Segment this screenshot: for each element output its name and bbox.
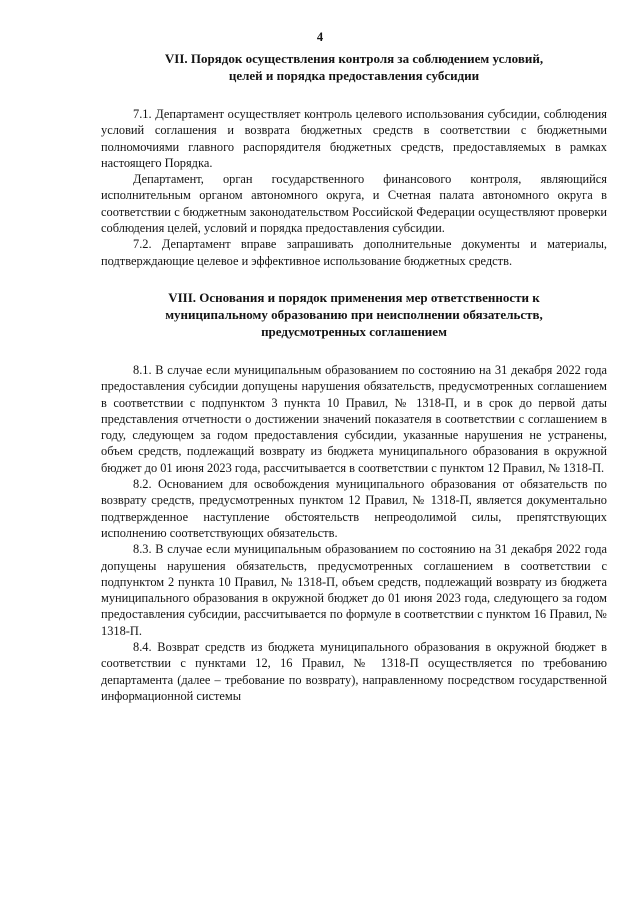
section-8-heading-line-1: VIII. Основания и порядок применения мер ответственности к xyxy=(168,289,540,305)
section-8-heading-line-2: муниципальному образованию при неисполнении обязательств, xyxy=(165,306,543,322)
paragraph-7-1-continued: Департамент, орган государственного финансового контроля, являющийся исполнительным органом автономного округа, и Счетная палата автономного округа в соответствии с бюджетным законодательством Российской Федерации осуществляют проверки соблюдения целей, условий и порядка предоставления субсидии. xyxy=(101,172,607,236)
section-8-heading-line-3: предусмотренных соглашением xyxy=(261,323,447,339)
page-number: 4 xyxy=(316,30,324,44)
section-7-heading xyxy=(101,50,607,84)
paragraph-8-1: 8.1. В случае если муниципальным образованием по состоянию на 31 декабря 2022 года предоставления субсидии допущены нарушения обязательств, предусмотренных соглашением в соответствии с подпунктом 3 пункта 10 Правил, № 1318-П, и в срок до первой даты представления отчетности о достижении значений показателя в соответствии с соглашением в году, следующем за годом предоставления субсидии, указанные нарушения не устранены, объем средств, подлежащий возврату из бюджета муниципального образования в окружной бюджет до 01 июня 2023 года, рассчитывается в соответствии с пунктом 12 Правил, № 1318-П. xyxy=(101,362,607,475)
paragraph-7-2: 7.2. Департамент вправе запрашивать дополнительные документы и материалы, подтверждающие целевое и эффективное использование бюджетных средств. xyxy=(101,237,607,268)
paragraph-8-4: 8.4. Возврат средств из бюджета муниципального образования в окружной бюджет в соответствии с пунктами 12, 16 Правил, № 1318-П осуществляется по требованию департамента (далее – требование по возврату), направленному посредством государственной информационной системы xyxy=(101,640,607,703)
paragraph-8-3: 8.3. В случае если муниципальным образованием по состоянию на 31 декабря 2022 года допущены нарушения обязательств, предусмотренных соглашением в соответствии с подпунктом 2 пункта 10 Правил, № 1318-П, объем средств, подлежащий возврату из бюджета муниципального образования в окружной бюджет до 01 июня 2023 года, следующего за годом предоставления субсидии, рассчитывается по формуле в соответствии с пунктом 16 Правил, № 1318-П. xyxy=(101,542,607,638)
paragraph-8-2: 8.2. Основанием для освобождения муниципального образования от обязательств по возврату средств, предусмотренных пунктом 12 Правил, № 1318-П, является документально подтвержденное наступление обстоятельств непреодолимой силы, препятствующих исполнению соответствующих обязательств. xyxy=(101,477,607,540)
paragraph-7-1: 7.1. Департамент осуществляет контроль целевого использования субсидии, соблюдения условий соглашения и возврата бюджетных средств в соответствии с бюджетными полномочиями главного распорядителя бюджетных средств, предоставляемых в рамках настоящего Порядка. xyxy=(101,107,607,170)
section-7-heading-line-1: VII. Порядок осуществления контроля за соблюдением условий, xyxy=(164,51,544,66)
section-8-heading xyxy=(101,289,607,340)
section-7-heading-line-2: целей и порядка предоставления субсидии xyxy=(228,68,480,83)
document-body xyxy=(101,50,607,704)
